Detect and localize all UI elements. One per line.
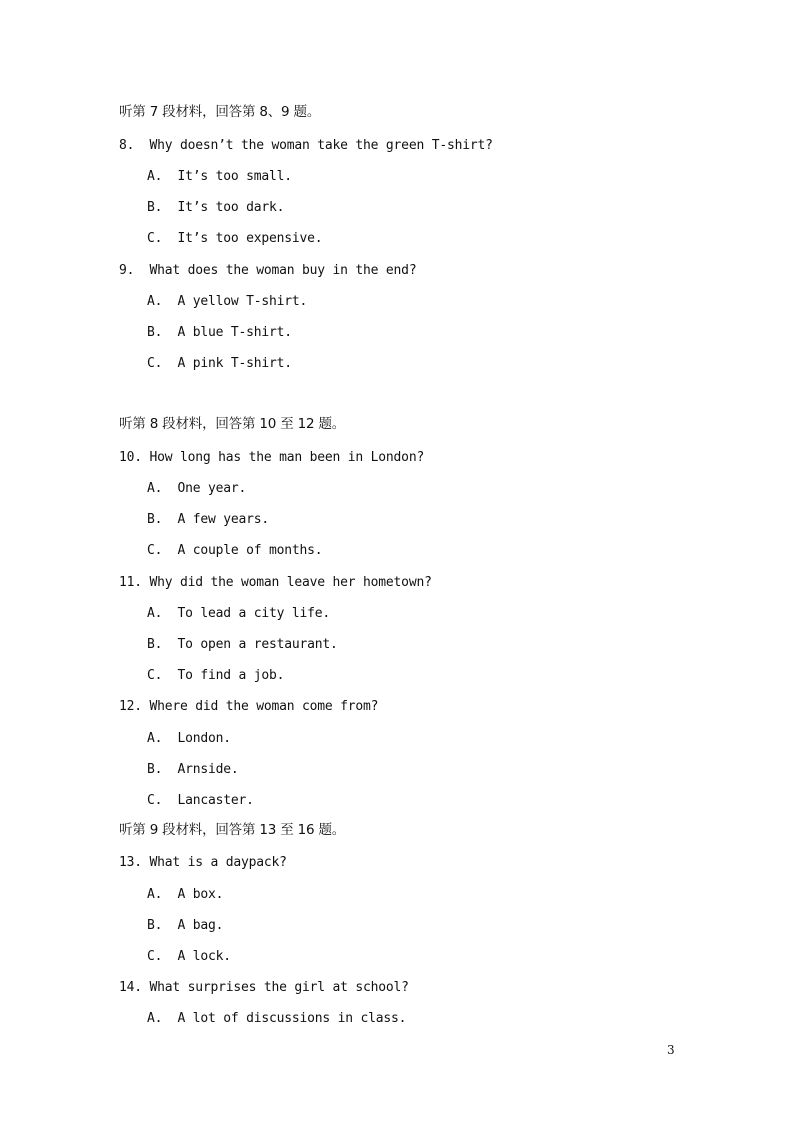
question-11: 11. Why did the woman leave her hometown?: [119, 575, 432, 590]
question-12-option-a: A. London.: [147, 731, 231, 746]
question-10: 10. How long has the man been in London?: [119, 450, 425, 465]
question-10-option-c: C. A couple of months.: [147, 543, 323, 558]
question-14-option-a: A. A lot of discussions in class.: [147, 1011, 407, 1026]
question-11-option-a: A. To lead a city life.: [147, 606, 331, 621]
question-10-option-a: A. One year.: [147, 481, 247, 496]
question-9: 9. What does the woman buy in the end?: [119, 263, 417, 278]
question-8-option-b: B. It’s too dark.: [147, 200, 285, 215]
section-heading: 听第 9 段材料，回答第 13 至 16 题。: [119, 822, 346, 838]
question-13-option-a: A. A box.: [147, 887, 224, 902]
question-9-option-a: A. A yellow T-shirt.: [147, 294, 308, 309]
question-14: 14. What surprises the girl at school?: [119, 980, 409, 995]
question-13-option-c: C. A lock.: [147, 949, 231, 964]
page-number: 3: [667, 1043, 675, 1057]
question-8: 8. Why doesn’t the woman take the green T-shirt?: [119, 138, 493, 153]
question-12-option-b: B. Arnside.: [147, 762, 239, 777]
question-8-option-a: A. It’s too small.: [147, 169, 292, 184]
question-12-option-c: C. Lancaster.: [147, 793, 254, 808]
question-11-option-b: B. To open a restaurant.: [147, 637, 338, 652]
question-10-option-b: B. A few years.: [147, 512, 270, 527]
section-heading: 听第 7 段材料，回答第 8、9 题。: [119, 104, 321, 120]
question-8-option-c: C. It’s too expensive.: [147, 231, 323, 246]
question-13: 13. What is a daypack?: [119, 855, 287, 870]
question-12: 12. Where did the woman come from?: [119, 699, 379, 714]
question-13-option-b: B. A bag.: [147, 918, 224, 933]
question-9-option-c: C. A pink T-shirt.: [147, 356, 292, 371]
question-11-option-c: C. To find a job.: [147, 668, 285, 683]
question-9-option-b: B. A blue T-shirt.: [147, 325, 292, 340]
section-heading: 听第 8 段材料，回答第 10 至 12 题。: [119, 416, 346, 432]
